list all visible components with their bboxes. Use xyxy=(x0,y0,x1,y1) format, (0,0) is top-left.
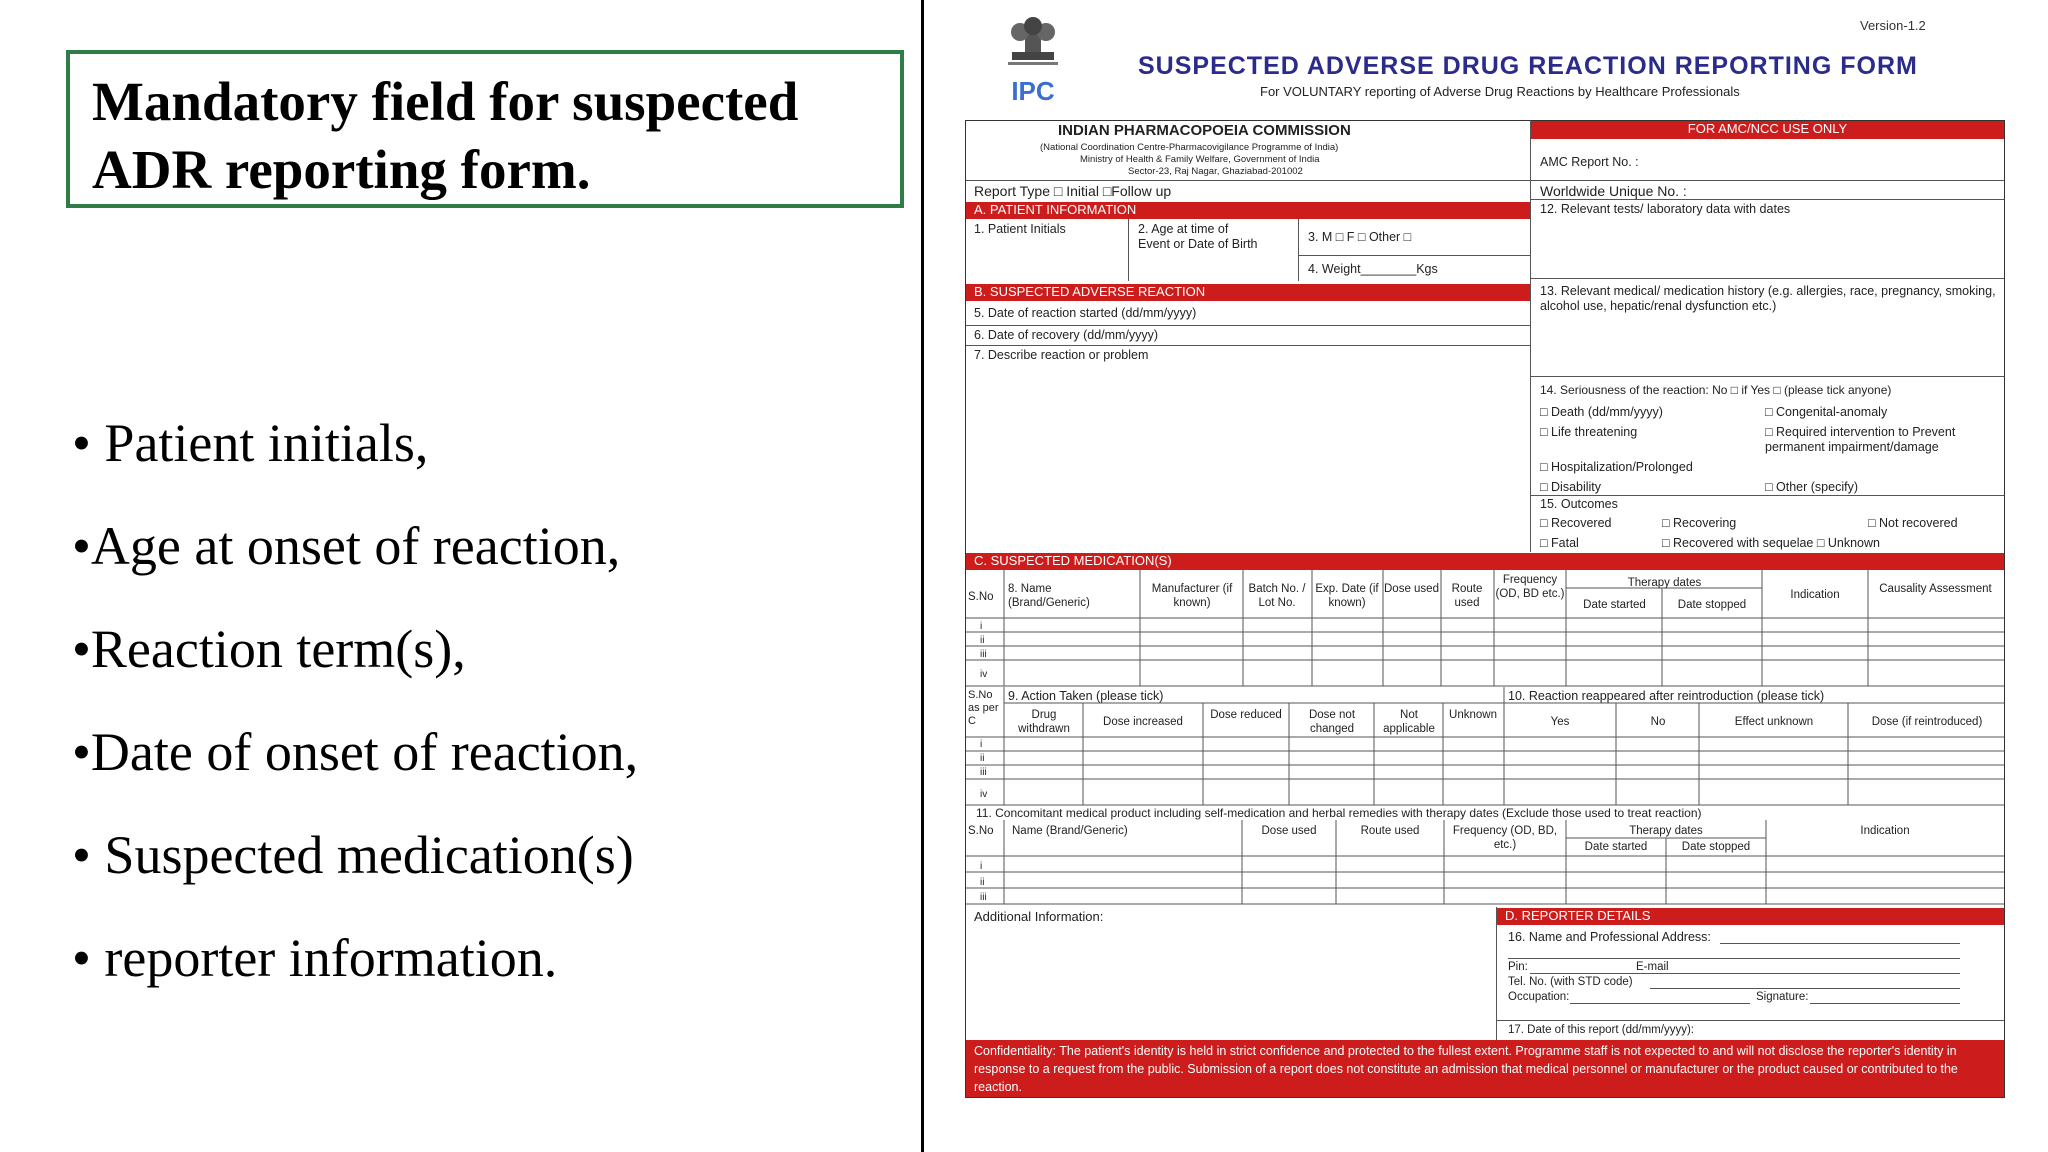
patient-info-header: A. PATIENT INFORMATION xyxy=(966,202,1530,219)
med-col-dose: Dose used xyxy=(1384,583,1439,595)
emblem-icon xyxy=(998,16,1068,108)
title-box xyxy=(66,50,904,208)
outcomes-label: 15. Outcomes xyxy=(1540,497,1618,511)
conc-col-indication: Indication xyxy=(1860,825,1910,837)
seriousness-label: 14. Seriousness of the reaction: No □ if Yes □ (please tick anyone) xyxy=(1540,383,1892,397)
outcome-recovering: □ Recovering xyxy=(1662,516,1737,530)
action-taken-label: 9. Action Taken (please tick) xyxy=(1008,689,1164,703)
bullet-list xyxy=(72,392,638,1010)
outcome-recovered: □ Recovered xyxy=(1540,516,1612,530)
conc-col-therapy-dates: Therapy dates xyxy=(1629,825,1703,837)
conc-col-dose: Dose used xyxy=(1261,825,1317,837)
reappeared-label: 10. Reaction reappeared after reintroduction (please tick) xyxy=(1508,689,1825,703)
form-title: SUSPECTED ADVERSE DRUG REACTION REPORTING FORM xyxy=(1138,52,1918,80)
rule xyxy=(1570,1003,1750,1004)
seriousness-hospitalization: □ Hospitalization/Prolonged xyxy=(1540,460,1693,474)
rule xyxy=(1720,943,1960,944)
conc-col-sno: S.No xyxy=(968,825,994,837)
seriousness-other: □ Other (specify) xyxy=(1765,480,1858,494)
row-numeral: iii xyxy=(980,649,987,660)
conc-col-frequency: Frequency (OD, BD, etc.) xyxy=(1452,825,1558,851)
row-numeral: ii xyxy=(980,877,985,888)
med-col-route: Route used xyxy=(1451,583,1483,609)
bullet-item: •Age at onset of reaction, xyxy=(72,516,621,576)
row-numeral: iv xyxy=(980,669,988,680)
rule xyxy=(1531,199,2004,200)
seriousness-congenital: □ Congenital-anomaly xyxy=(1765,405,1888,419)
org-line-1: (National Coordination Centre-Pharmacovigilance Programme of India) xyxy=(1040,142,1339,153)
row-numeral: iv xyxy=(980,789,988,800)
reappear-col-yes: Yes xyxy=(1550,716,1570,728)
med-col-causality: Causality Assessment xyxy=(1879,583,1992,595)
med-col-sno: S.No xyxy=(968,591,994,603)
suspected-medication-header: C. SUSPECTED MEDICATION(S) xyxy=(966,553,2004,570)
rule xyxy=(1531,180,2004,181)
seriousness-life-threatening: □ Life threatening xyxy=(1540,425,1638,439)
sex-label: 3. M □ F □ Other □ xyxy=(1308,230,1412,244)
med-col-therapy-dates: Therapy dates xyxy=(1627,577,1702,589)
action-col-increased: Dose increased xyxy=(1103,716,1183,728)
conc-col-date-started: Date started xyxy=(1584,841,1648,853)
reappear-col-dose: Dose (if reintroduced) xyxy=(1871,716,1983,728)
action-col-reduced: Dose reduced xyxy=(1210,709,1282,721)
vertical-divider xyxy=(921,0,924,1152)
rule xyxy=(1531,376,2004,377)
column-divider xyxy=(1530,120,1531,552)
emblem-caption: IPC xyxy=(1011,76,1055,106)
conc-col-date-stopped: Date stopped xyxy=(1681,841,1751,853)
bullet-item: •Reaction term(s), xyxy=(72,619,466,679)
outcome-sequelae-unknown: □ Recovered with sequelae □ Unknown xyxy=(1662,536,1880,550)
action-col-not-applicable: Not applicable xyxy=(1383,709,1435,735)
row-numeral: ii xyxy=(980,635,985,646)
row-numeral: i xyxy=(980,621,983,632)
rule xyxy=(966,345,1530,346)
org-line-2: Ministry of Health & Family Welfare, Government of India xyxy=(1080,154,1320,165)
report-date-label: 17. Date of this report (dd/mm/yyyy): xyxy=(1508,1024,1694,1036)
rule xyxy=(1497,1020,2004,1021)
seriousness-death: □ Death (dd/mm/yyyy) xyxy=(1540,405,1663,419)
adverse-reaction-header: B. SUSPECTED ADVERSE REACTION xyxy=(966,284,1530,301)
row-numeral: iii xyxy=(980,767,987,778)
rule xyxy=(966,325,1530,326)
med-col-indication: Indication xyxy=(1790,589,1840,601)
describe-reaction-label: 7. Describe reaction or problem xyxy=(974,348,1149,362)
rule xyxy=(1128,219,1129,281)
row-numeral: ii xyxy=(980,753,985,764)
concomitant-label: 11. Concomitant medical product including self-medication and herbal remedies with therapy dates (Exclude those used to treat reaction) xyxy=(976,806,1702,820)
med-col-date-started: Date started xyxy=(1583,599,1646,611)
rule xyxy=(1508,958,1960,959)
org-name: INDIAN PHARMACOPOEIA COMMISSION xyxy=(1058,122,1351,139)
med-col-exp-date: Exp. Date (if known) xyxy=(1315,583,1379,609)
bullet-item: •Date of onset of reaction, xyxy=(72,722,639,782)
rule xyxy=(1530,973,1960,974)
amc-header: FOR AMC/NCC USE ONLY xyxy=(1531,121,2004,139)
amc-report-no: AMC Report No. : xyxy=(1540,155,1639,169)
rule xyxy=(1810,1003,1960,1004)
conc-col-route: Route used xyxy=(1360,825,1420,837)
action-col-withdrawn: Drug withdrawn xyxy=(1018,709,1070,735)
seriousness-disability: □ Disability xyxy=(1540,480,1602,494)
action-col-sno: S.No as per C xyxy=(968,689,999,727)
rule xyxy=(1531,278,2004,279)
bullet-item: • Patient initials, xyxy=(72,413,429,473)
rule xyxy=(1298,219,1299,281)
action-col-unknown: Unknown xyxy=(1449,709,1497,721)
reaction-start-label: 5. Date of reaction started (dd/mm/yyyy) xyxy=(974,306,1197,320)
conc-col-name: Name (Brand/Generic) xyxy=(1012,825,1128,837)
rule xyxy=(1531,495,2004,496)
seriousness-intervention: □ Required intervention to Prevent permanent impairment/damage xyxy=(1765,425,1956,454)
rule xyxy=(1650,988,1960,989)
bullet-item: • reporter information. xyxy=(72,928,558,988)
rule xyxy=(966,180,1530,181)
recovery-date-label: 6. Date of recovery (dd/mm/yyyy) xyxy=(974,328,1159,342)
pin-label: Pin: xyxy=(1508,961,1528,973)
signature-label: Signature: xyxy=(1756,991,1809,1003)
reappear-col-no: No xyxy=(1650,716,1666,728)
occupation-label: Occupation: xyxy=(1508,991,1570,1003)
confidentiality-notice: Confidentiality: The patient's identity is held in strict confidence and protected to the fullest extent. Programme staff is not expected to and will not disclose the reporter's identity in response to a request from the public. Submission of a report does not constitute an admission that medical personnel or manufacturer or the product caused or contributed to the reaction. xyxy=(966,1040,2004,1097)
slide-title: Mandatory field for suspected ADR reporting form. xyxy=(92,71,799,200)
worldwide-unique-no: Worldwide Unique No. : xyxy=(1540,183,1687,199)
med-col-name: 8. Name (Brand/Generic) xyxy=(1008,583,1090,609)
action-col-not-changed: Dose not changed xyxy=(1308,709,1356,735)
report-type: Report Type □ Initial □Follow up xyxy=(974,183,1172,199)
row-numeral: iii xyxy=(980,892,987,903)
med-col-batch: Batch No. / Lot No. xyxy=(1248,583,1306,609)
reporter-details-header: D. REPORTER DETAILS xyxy=(1497,908,2004,925)
med-col-frequency: Frequency (OD, BD etc.) xyxy=(1495,574,1565,600)
med-col-date-stopped: Date stopped xyxy=(1677,599,1747,611)
outcome-not-recovered: □ Not recovered xyxy=(1868,516,1958,530)
form-subtitle: For VOLUNTARY reporting of Adverse Drug Reactions by Healthcare Professionals xyxy=(1260,84,1740,99)
email-label: E-mail xyxy=(1636,961,1669,973)
reporter-name-label: 16. Name and Professional Address: xyxy=(1508,930,1711,944)
additional-info-label: Additional Information: xyxy=(974,909,1104,924)
row-numeral: i xyxy=(980,739,983,750)
action-grid xyxy=(966,687,2004,807)
org-line-3: Sector-23, Raj Nagar, Ghaziabad-201002 xyxy=(1128,166,1303,177)
patient-initials-label: 1. Patient Initials xyxy=(974,222,1066,236)
form-version: Version-1.2 xyxy=(1860,18,1926,33)
med-col-manufacturer: Manufacturer (if known) xyxy=(1151,583,1233,609)
medical-history-label: 13. Relevant medical/ medication history (e.g. allergies, race, pregnancy, smoking, alcohol use, hepatic/renal dysfunction etc.) xyxy=(1540,284,1996,313)
row-numeral: i xyxy=(980,861,983,872)
reappear-col-effect-unknown: Effect unknown xyxy=(1734,716,1814,728)
tel-label: Tel. No. (with STD code) xyxy=(1508,976,1633,988)
outcome-fatal: □ Fatal xyxy=(1540,536,1579,550)
relevant-tests-label: 12. Relevant tests/ laboratory data with dates xyxy=(1540,202,1791,216)
age-label: 2. Age at time of Event or Date of Birth xyxy=(1138,222,1258,251)
weight-label: 4. Weight________Kgs xyxy=(1308,262,1438,276)
rule xyxy=(1298,255,1530,256)
bullet-item: • Suspected medication(s) xyxy=(72,825,634,885)
